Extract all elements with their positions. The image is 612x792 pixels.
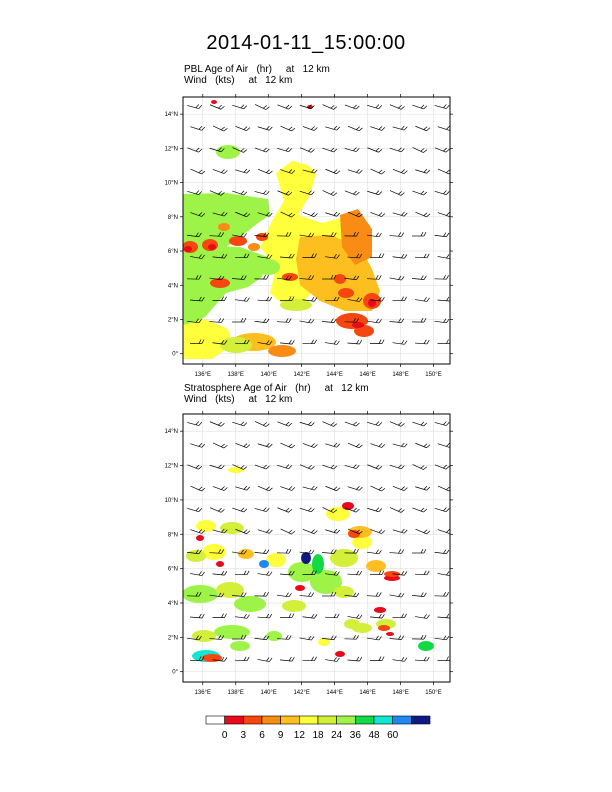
- x-tick-label: 148°E: [392, 690, 409, 696]
- field-hotspot: [352, 322, 364, 328]
- colorbar-swatch: [225, 716, 244, 724]
- x-tick-label: 140°E: [260, 690, 277, 696]
- colorbar-swatch: [393, 716, 412, 724]
- y-tick-label: 14°N: [164, 112, 178, 119]
- y-tick-label: 6°N: [167, 566, 178, 573]
- x-tick-label: 146°E: [359, 690, 376, 696]
- y-tick-label: 0°: [172, 351, 178, 358]
- main-title: 2014-01-11_15:00:00: [206, 32, 406, 54]
- field-patch: [312, 554, 324, 574]
- colorbar-label: 12: [293, 730, 305, 741]
- panel1-wind-title: Wind (kts) at 12 km: [184, 75, 293, 86]
- x-tick-label: 138°E: [227, 690, 244, 696]
- field-hotspot: [384, 571, 400, 577]
- colorbar-swatch: [318, 716, 337, 724]
- colorbar-label: 36: [349, 730, 361, 741]
- x-tick-label: 144°E: [326, 690, 343, 696]
- field-hotspot: [196, 535, 204, 541]
- field-hotspot: [282, 273, 298, 281]
- field-patch: [266, 553, 286, 567]
- field-patch: [230, 641, 250, 651]
- y-tick-label: 2°N: [167, 317, 178, 324]
- panel2-field-title: Stratosphere Age of Air (hr) at 12 km: [184, 383, 369, 394]
- y-tick-label: 0°: [172, 669, 178, 676]
- x-tick-label: 142°E: [293, 690, 310, 696]
- field-patch: [248, 243, 260, 251]
- colorbar-label: 6: [259, 730, 265, 741]
- field-patch: [234, 596, 266, 612]
- field-hotspot: [184, 246, 192, 252]
- panel2-wind-title: Wind (kts) at 12 km: [184, 394, 293, 405]
- colorbar-swatch: [299, 716, 318, 724]
- field-patch: [216, 582, 244, 598]
- colorbar-swatch: [355, 716, 374, 724]
- x-tick-label: 136°E: [194, 690, 211, 696]
- field-hotspot: [256, 233, 268, 241]
- field-patch: [220, 337, 252, 353]
- field-hotspot: [338, 288, 354, 298]
- y-tick-label: 4°N: [167, 600, 178, 607]
- colorbar-label: 24: [331, 730, 343, 741]
- y-tick-label: 8°N: [167, 532, 178, 539]
- field-patch: [330, 549, 358, 567]
- x-tick-label: 150°E: [425, 690, 442, 696]
- colorbar-label: 60: [387, 730, 399, 741]
- colorbar-label: 0: [221, 730, 228, 741]
- panel2-map: [165, 411, 453, 696]
- field-patch: [214, 625, 250, 639]
- y-tick-label: 10°N: [164, 497, 178, 504]
- y-tick-label: 8°N: [167, 214, 178, 221]
- field-patch: [268, 345, 296, 357]
- y-tick-label: 4°N: [167, 283, 178, 290]
- field-patch: [266, 631, 282, 641]
- x-tick-label: 150°E: [425, 372, 442, 378]
- y-tick-label: 14°N: [164, 429, 178, 436]
- field-hotspot: [378, 625, 390, 631]
- y-tick-label: 12°N: [164, 463, 178, 470]
- colorbar-label: 3: [240, 730, 247, 741]
- field-hotspot: [208, 244, 216, 250]
- colorbar-label: 48: [368, 730, 380, 741]
- x-tick-label: 144°E: [326, 372, 343, 378]
- colorbar-swatch: [206, 716, 225, 724]
- field-hotspot: [216, 561, 224, 567]
- x-tick-label: 148°E: [392, 372, 409, 378]
- field-patch: [366, 560, 386, 572]
- panel1-map: [165, 94, 453, 378]
- colorbar-swatch: [281, 716, 300, 724]
- field-patch: [418, 641, 434, 651]
- field-patch: [256, 259, 280, 275]
- field-hotspot: [335, 651, 345, 657]
- field-hotspot: [211, 100, 217, 104]
- field-patch: [220, 522, 244, 534]
- colorbar-swatch: [243, 716, 262, 724]
- field-patch: [192, 630, 216, 642]
- x-tick-label: 140°E: [260, 372, 277, 378]
- field-patch: [282, 600, 306, 612]
- colorbar-label: 18: [312, 730, 324, 741]
- colorbar-swatch: [337, 716, 356, 724]
- field-hotspot: [386, 632, 394, 636]
- x-tick-label: 146°E: [359, 372, 376, 378]
- colorbar-swatch: [262, 716, 281, 724]
- field-patch: [186, 550, 206, 562]
- colorbar-label: 9: [277, 730, 284, 741]
- field-patch: [259, 560, 269, 568]
- colorbar-swatch: [411, 716, 430, 724]
- field-hotspot: [229, 236, 247, 246]
- x-tick-label: 136°E: [194, 372, 211, 378]
- field-hotspot: [295, 585, 305, 591]
- x-tick-label: 142°E: [293, 372, 310, 378]
- x-tick-label: 138°E: [227, 372, 244, 378]
- field-patch: [218, 223, 230, 231]
- colorbar: [206, 716, 430, 741]
- colorbar-swatch: [374, 716, 393, 724]
- panel1-field-title: PBL Age of Air (hr) at 12 km: [184, 64, 330, 75]
- field-patch: [238, 549, 254, 559]
- y-tick-label: 12°N: [164, 146, 178, 153]
- field-patch: [344, 619, 360, 629]
- y-tick-label: 10°N: [164, 180, 178, 187]
- field-hotspot: [374, 607, 386, 613]
- field-patch: [216, 145, 240, 159]
- y-tick-label: 6°N: [167, 249, 178, 256]
- y-tick-label: 2°N: [167, 635, 178, 642]
